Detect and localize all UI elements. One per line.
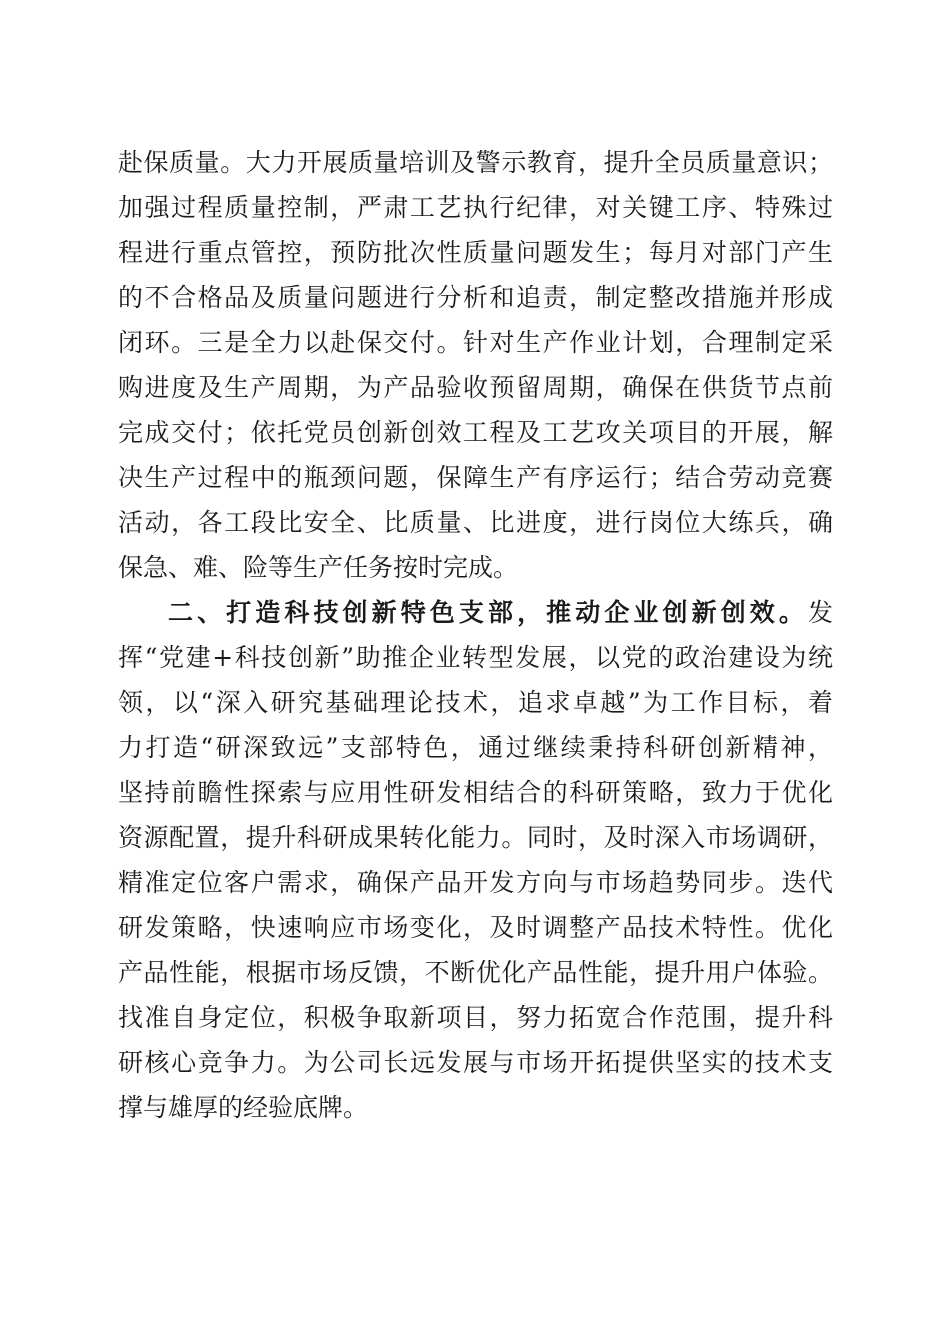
section-heading: 二、打造科技创新特色支部，推动企业创新创效。 bbox=[168, 598, 808, 627]
text-line: 活动，各工段比安全、比质量、比进度，进行岗位大练兵，确 bbox=[118, 508, 833, 537]
text-line: 领，以“深入研究基础理论技术，追求卓越”为工作目标，着 bbox=[118, 688, 833, 717]
text-line: 保急、难、险等生产任务按时完成。 bbox=[118, 553, 519, 582]
text-line: 加强过程质量控制，严肃工艺执行纪律，对关键工序、特殊过 bbox=[118, 193, 833, 222]
text-line: 的不合格品及质量问题进行分析和追责，制定整改措施并形成 bbox=[118, 283, 833, 312]
text-line: 找准自身定位，积极争取新项目，努力拓宽合作范围，提升科 bbox=[118, 1003, 833, 1032]
text-line: 精准定位客户需求，确保产品开发方向与市场趋势同步。迭代 bbox=[118, 868, 833, 897]
text-line: 撑与雄厚的经验底牌。 bbox=[118, 1093, 369, 1122]
text-line: 研发策略，快速响应市场变化，及时调整产品技术特性。优化 bbox=[118, 913, 833, 942]
text-line: 赴保质量。大力开展质量培训及警示教育，提升全员质量意识； bbox=[118, 148, 833, 177]
text-line: 力打造“研深致远”支部特色，通过继续秉持科研创新精神， bbox=[118, 733, 833, 762]
text-line: 坚持前瞻性探索与应用性研发相结合的科研策略，致力于优化 bbox=[118, 778, 833, 807]
text-line: 闭环。三是全力以赴保交付。针对生产作业计划，合理制定采 bbox=[118, 328, 833, 357]
text-line: 研核心竞争力。为公司长远发展与市场开拓提供坚实的技术支 bbox=[118, 1048, 833, 1077]
text-line: 完成交付；依托党员创新创效工程及工艺攻关项目的开展，解 bbox=[118, 418, 833, 447]
body-text bbox=[118, 140, 833, 1130]
text-line: 挥“党建+科技创新”助推企业转型发展，以党的政治建设为统 bbox=[118, 643, 833, 672]
heading-line-rest: 发 bbox=[807, 598, 833, 627]
text-line: 决生产过程中的瓶颈问题，保障生产有序运行；结合劳动竞赛 bbox=[118, 463, 833, 492]
text-line: 资源配置，提升科研成果转化能力。同时，及时深入市场调研， bbox=[118, 823, 833, 852]
text-line: 购进度及生产周期，为产品验收预留周期，确保在供货节点前 bbox=[118, 373, 833, 402]
section-heading-line bbox=[118, 590, 833, 635]
text-line: 程进行重点管控，预防批次性质量问题发生；每月对部门产生 bbox=[118, 238, 833, 267]
text-line: 产品性能，根据市场反馈，不断优化产品性能，提升用户体验。 bbox=[118, 958, 833, 987]
